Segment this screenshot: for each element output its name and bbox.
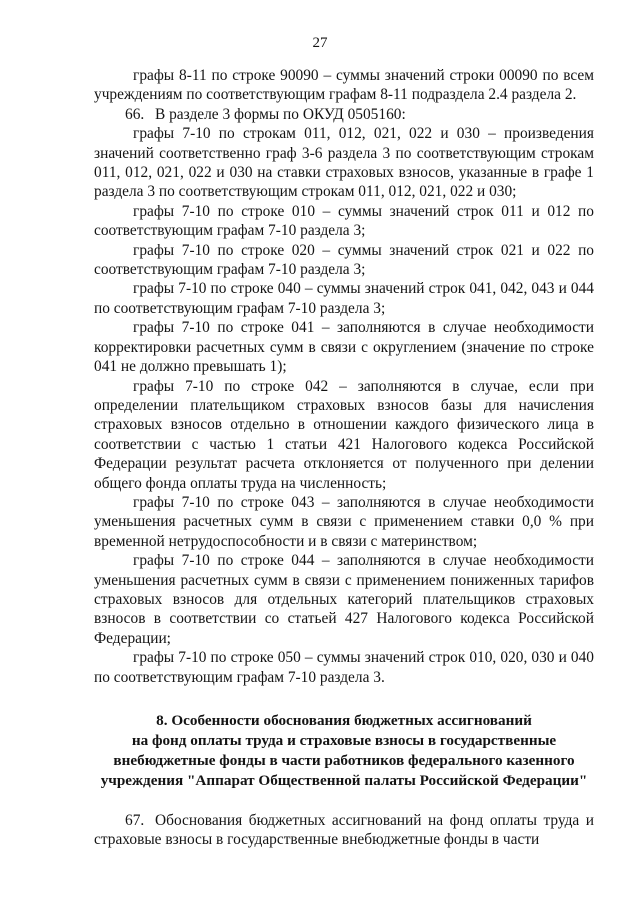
paragraph [94, 241, 594, 280]
paragraph-text: графы 7-10 по строке 041 – заполняются в случае необходимости корректировки расчетных сумм в связи с округлением (значение по строке 041 не должно превышать 1); [94, 319, 594, 376]
paragraph [94, 279, 594, 318]
paragraph [94, 66, 594, 105]
paragraph-text: графы 7-10 по строке 020 – суммы значений строк 021 и 022 по соответствующим графам 7-10 раздела 3; [94, 241, 594, 279]
paragraph-number: 66. [125, 105, 145, 123]
document-body [94, 66, 594, 850]
paragraph-text: графы 7-10 по строкам 011, 012, 021, 022 и 030 – произведения значений соответственно граф 3-6 раздела 3 по соответствующим строкам 011, 012, 021, 022 и 030 на ставки страховых взносов, указанные в графе 1 раздела 3 по соответствующим строкам 011, 012, 021, 022 и 030; [94, 125, 594, 201]
section-heading-line: 8. Особенности обоснования бюджетных ассигнований [156, 712, 532, 729]
paragraph [94, 124, 594, 202]
paragraph-text: графы 7-10 по строке 040 – суммы значений строк 041, 042, 043 и 044 по соответствующим графам 7-10 раздела 3; [94, 280, 594, 317]
section-heading [94, 711, 594, 791]
paragraph [94, 648, 594, 687]
paragraph-number: 67. [125, 812, 145, 829]
numbered-paragraph [94, 105, 594, 124]
page-number: 27 [312, 35, 328, 51]
paragraph-text: графы 7-10 по строке 050 – суммы значений строк 010, 020, 030 и 040 по соответствующим графам 7-10 раздела 3. [94, 649, 594, 686]
section-heading-line: на фонд оплаты труда и страховые взносы в государственные [131, 732, 557, 749]
section-heading-line: внебюджетные фонды в части работников федерального казенного [113, 752, 575, 769]
section-heading-line: учреждения "Аппарат Общественной палаты Российской Федерации" [100, 772, 588, 789]
numbered-paragraph [94, 811, 594, 850]
paragraph [94, 551, 594, 648]
paragraph-text: графы 7-10 по строке 042 – заполняются в случае, если при определении плательщиком страховых взносов базы для начисления страховых взносов отдельно в отношении каждого физического лица в соответствии с частью 1 статьи 421 Налогового кодекса Российской Федерации результат расчета отклоняется от полученного при делении общего фонда оплаты труда на численность; [94, 377, 594, 492]
paragraph [94, 318, 594, 376]
paragraph [94, 493, 594, 551]
paragraph-text: графы 7-10 по строке 010 – суммы значений строк 011 и 012 по соответствующим графам 7-10 раздела 3; [94, 202, 594, 240]
paragraph-text: графы 8-11 по строке 90090 – суммы значений строки 00090 по всем учреждениям по соответствующим графам 8-11 подраздела 2.4 раздела 2. [94, 67, 594, 104]
paragraph [94, 377, 594, 493]
paragraph [94, 202, 594, 241]
paragraph-text: В разделе 3 формы по ОКУД 0505160: [155, 105, 406, 123]
paragraph-text: графы 7-10 по строке 043 – заполняются в случае необходимости уменьшения расчетных сумм в связи с применением ставки 0,0 % при временной нетрудоспособности и в связи с материнством; [94, 493, 594, 550]
paragraph-text: графы 7-10 по строке 044 – заполняются в случае необходимости уменьшения расчетных сумм в связи с применением пониженных тарифов страховых взносов для отдельных категорий плательщиков страховых взносов в соответствии со статьей 427 Налогового кодекса Российской Федерации; [94, 552, 594, 647]
paragraph-text: Обоснования бюджетных ассигнований на фонд оплаты труда и страховые взносы в государственные внебюджетные фонды в части [94, 812, 594, 849]
